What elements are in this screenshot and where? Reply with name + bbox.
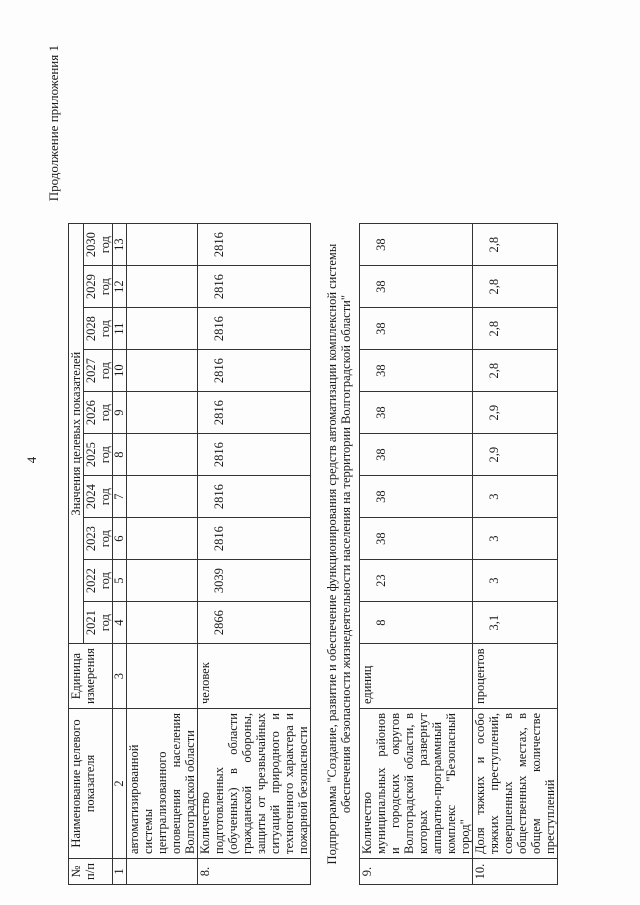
indicators-table	[68, 223, 558, 885]
table-row	[473, 224, 558, 885]
indicator-value	[127, 224, 198, 266]
column-number: 8	[113, 434, 127, 476]
indicator-value: 3	[473, 476, 558, 518]
header-year	[84, 518, 113, 560]
indicator-name: Количество муниципальных районов и городских округов Волгоградской области, в которых развернут аппаратно-программный комплекс "Безопасный город"	[360, 709, 473, 859]
header-year-value: 2023	[84, 526, 98, 552]
indicator-value	[127, 266, 198, 308]
column-number: 3	[113, 644, 127, 709]
indicator-value: 3039	[198, 560, 311, 602]
header-year-suffix: год	[98, 446, 112, 464]
indicator-value	[127, 518, 198, 560]
indicator-value: 2816	[198, 476, 311, 518]
unit: единиц	[360, 644, 473, 709]
row-number: 8.	[198, 859, 311, 885]
header-year-suffix: год	[98, 614, 112, 632]
unit	[127, 644, 198, 709]
indicator-value: 38	[360, 518, 473, 560]
indicator-value: 3,1	[473, 602, 558, 644]
header-year	[84, 308, 113, 350]
page-number: 4	[24, 456, 39, 464]
indicator-value: 2,8	[473, 350, 558, 392]
row-number	[127, 859, 198, 885]
header-year-suffix: год	[98, 278, 112, 296]
table-row	[360, 224, 473, 885]
header-year-value: 2024	[84, 484, 98, 510]
indicator-value	[127, 350, 198, 392]
indicator-value: 3	[473, 560, 558, 602]
header-year	[84, 266, 113, 308]
indicator-name: Доля тяжких и особо тяжких преступлений, совершенных в общественных местах, в общем количестве преступлений	[473, 709, 558, 859]
header-year-value: 2021	[84, 610, 98, 636]
header-year-value: 2030	[84, 232, 98, 258]
column-number: 9	[113, 392, 127, 434]
row-number: 10.	[473, 859, 558, 885]
indicator-value: 2,8	[473, 308, 558, 350]
indicator-value	[127, 560, 198, 602]
indicator-value: 8	[360, 602, 473, 644]
table-row	[198, 224, 311, 885]
column-number: 12	[113, 266, 127, 308]
indicator-value: 3	[473, 518, 558, 560]
header-year-value: 2022	[84, 568, 98, 594]
indicator-value: 2,8	[473, 266, 558, 308]
header-row-1	[69, 224, 84, 885]
indicator-value: 2816	[198, 266, 311, 308]
header-year-suffix: год	[98, 236, 112, 254]
header-year-value: 2028	[84, 316, 98, 342]
row-number: 9.	[360, 859, 473, 885]
indicator-value: 2816	[198, 224, 311, 266]
header-year-suffix: год	[98, 404, 112, 422]
header-unit: Единица измерения	[69, 644, 113, 709]
header-year	[84, 224, 113, 266]
header-year-value: 2025	[84, 442, 98, 468]
header-year-value: 2027	[84, 358, 98, 384]
indicator-value: 2866	[198, 602, 311, 644]
header-year	[84, 434, 113, 476]
indicator-value	[127, 602, 198, 644]
indicator-value: 38	[360, 392, 473, 434]
column-number: 7	[113, 476, 127, 518]
indicator-value	[127, 392, 198, 434]
indicator-value: 38	[360, 350, 473, 392]
indicator-value: 23	[360, 560, 473, 602]
header-year-value: 2026	[84, 400, 98, 426]
indicator-value: 2816	[198, 434, 311, 476]
header-name: Наименование целевого показателя	[69, 709, 113, 859]
column-number: 13	[113, 224, 127, 266]
header-num: № п/п	[69, 859, 113, 885]
header-year	[84, 392, 113, 434]
indicator-value: 2816	[198, 308, 311, 350]
indicator-value: 38	[360, 266, 473, 308]
indicator-value: 2816	[198, 350, 311, 392]
table-row	[127, 224, 198, 885]
indicator-value: 38	[360, 476, 473, 518]
header-year-suffix: год	[98, 488, 112, 506]
column-number: 5	[113, 560, 127, 602]
indicator-value	[127, 476, 198, 518]
header-year-suffix: год	[98, 320, 112, 338]
indicator-name: Количество подготовленных (обученных) в области гражданской обороны, защиты от чрезвычайных ситуаций природного и техногенного характера и пожарной безопасности	[198, 709, 311, 859]
header-year	[84, 602, 113, 644]
header-year	[84, 476, 113, 518]
column-number: 2	[113, 709, 127, 859]
column-number: 1	[113, 859, 127, 885]
rotated-sheet	[20, 35, 620, 885]
indicator-value: 38	[360, 434, 473, 476]
subprogram-title: Подпрограмма "Создание, развитие и обеспечение функционирования средств автоматизации комплексной системы обеспечения безопасности жизнедеятельности населения на территории Волгоградской области"	[311, 224, 360, 885]
header-year-suffix: год	[98, 572, 112, 590]
header-year-value: 2029	[84, 274, 98, 300]
subprogram-row	[311, 224, 360, 885]
header-values-group: Значения целевых показателей	[69, 224, 84, 644]
header-year	[84, 350, 113, 392]
indicator-value: 2816	[198, 518, 311, 560]
column-numbers-row	[113, 224, 127, 885]
indicator-value	[127, 434, 198, 476]
indicator-value: 2816	[198, 392, 311, 434]
indicator-value: 2,8	[473, 224, 558, 266]
header-year	[84, 560, 113, 602]
unit: человек	[198, 644, 311, 709]
unit: процентов	[473, 644, 558, 709]
indicator-value: 2,9	[473, 392, 558, 434]
indicator-value: 38	[360, 224, 473, 266]
continuation-note: Продолжение приложения 1	[46, 45, 61, 202]
indicator-value: 2,9	[473, 434, 558, 476]
column-number: 10	[113, 350, 127, 392]
indicator-value	[127, 308, 198, 350]
column-number: 6	[113, 518, 127, 560]
column-number: 11	[113, 308, 127, 350]
column-number: 4	[113, 602, 127, 644]
header-year-suffix: год	[98, 362, 112, 380]
indicator-value: 38	[360, 308, 473, 350]
header-year-suffix: год	[98, 530, 112, 548]
indicator-name: автоматизированной системы централизованного оповещения населения Волгоградской области	[127, 709, 198, 859]
